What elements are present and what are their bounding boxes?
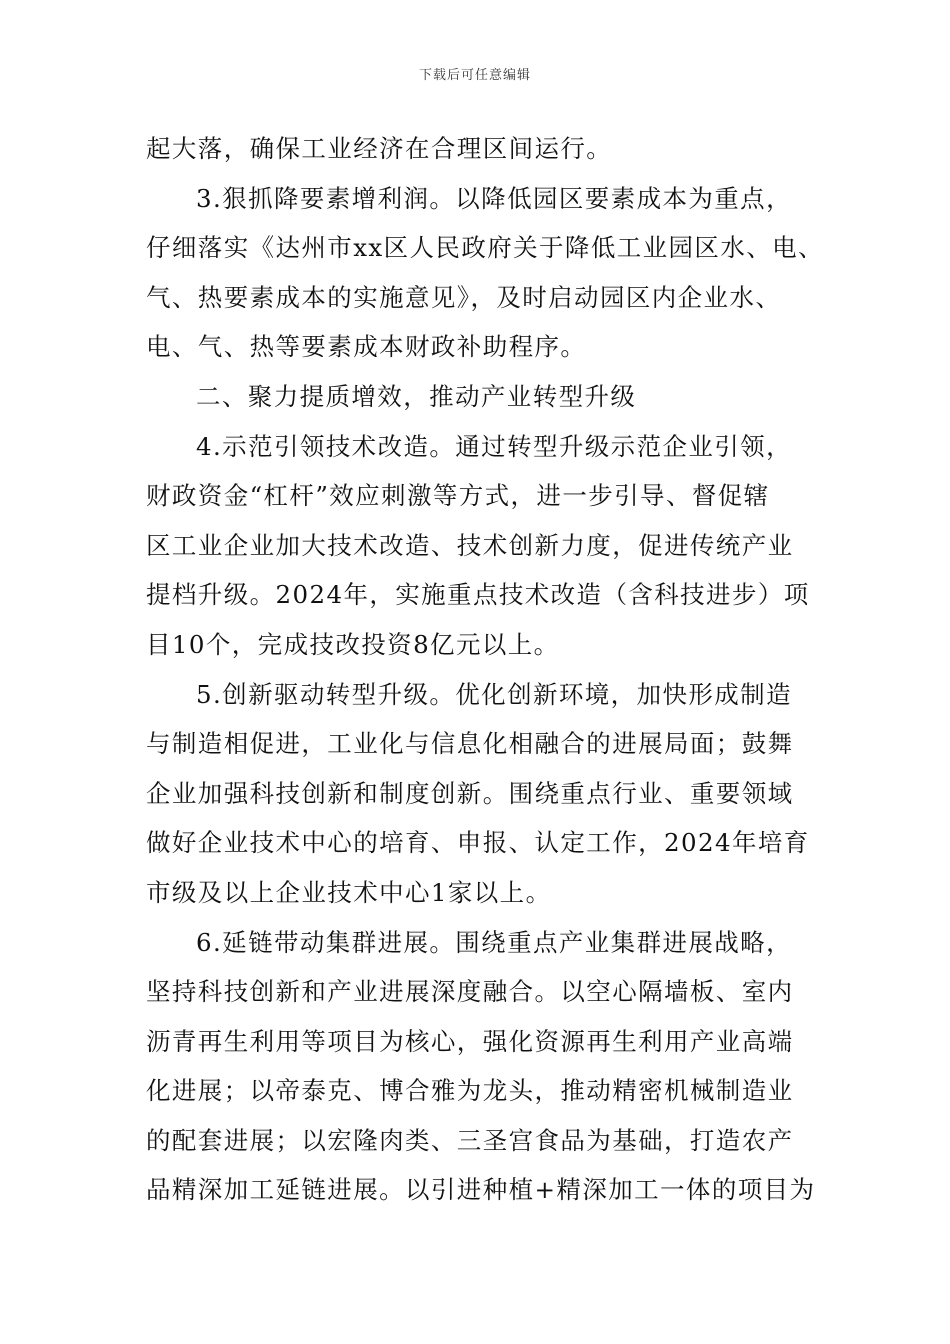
text-line: 仔细落实《达州市xx区人民政府关于降低工业园区水、电、 — [146, 233, 824, 263]
text-line: 品精深加工延链进展。以引进种植+精深加工一体的项目为 — [146, 1175, 816, 1205]
text-line: 二、聚力提质增效，推动产业转型升级 — [196, 381, 637, 411]
text-line: 化进展；以帝泰克、博合雅为龙头，推动精密机械制造业 — [146, 1076, 794, 1106]
text-line: 做好企业技术中心的培育、申报、认定工作，2024年培育 — [146, 828, 810, 858]
document-body — [146, 124, 824, 1215]
text-line: 的配套进展；以宏隆肉类、三圣宫食品为基础，打造农产 — [146, 1125, 794, 1155]
text-line: 4.示范引领技术改造。通过转型升级示范企业引领， — [196, 431, 792, 461]
text-line: 区工业企业加大技术改造、技术创新力度，促进传统产业 — [146, 530, 794, 560]
text-line: 与制造相促进，工业化与信息化相融合的进展局面；鼓舞 — [146, 729, 794, 759]
text-line: 5.创新驱动转型升级。优化创新环境，加快形成制造 — [196, 679, 792, 709]
text-line: 气、热要素成本的实施意见》，及时启动园区内企业水、 — [146, 282, 782, 312]
text-line: 提档升级。2024年，实施重点技术改造（含科技进步）项 — [146, 580, 810, 610]
text-line: 3.狠抓降要素增利润。以降低园区要素成本为重点， — [196, 183, 792, 213]
text-line: 企业加强科技创新和制度创新。围绕重点行业、重要领域 — [146, 778, 794, 808]
text-line: 沥青再生利用等项目为核心，强化资源再生利用产业高端 — [146, 1026, 794, 1056]
text-line: 起大落，确保工业经济在合理区间运行。 — [146, 134, 613, 163]
page-header: 下载后可任意编辑 — [418, 68, 531, 83]
text-line: 电、气、热等要素成本财政补助程序。 — [146, 332, 587, 362]
text-line: 坚持科技创新和产业进展深度融合。以空心隔墙板、室内 — [146, 977, 794, 1007]
text-line: 财政资金“杠杆”效应刺激等方式，进一步引导、督促辖 — [146, 481, 770, 511]
text-line: 市级及以上企业技术中心1家以上。 — [146, 877, 552, 907]
text-line: 6.延链带动集群进展。围绕重点产业集群进展战略， — [196, 927, 792, 957]
text-line: 目10个，完成技改投资8亿元以上。 — [146, 629, 560, 659]
